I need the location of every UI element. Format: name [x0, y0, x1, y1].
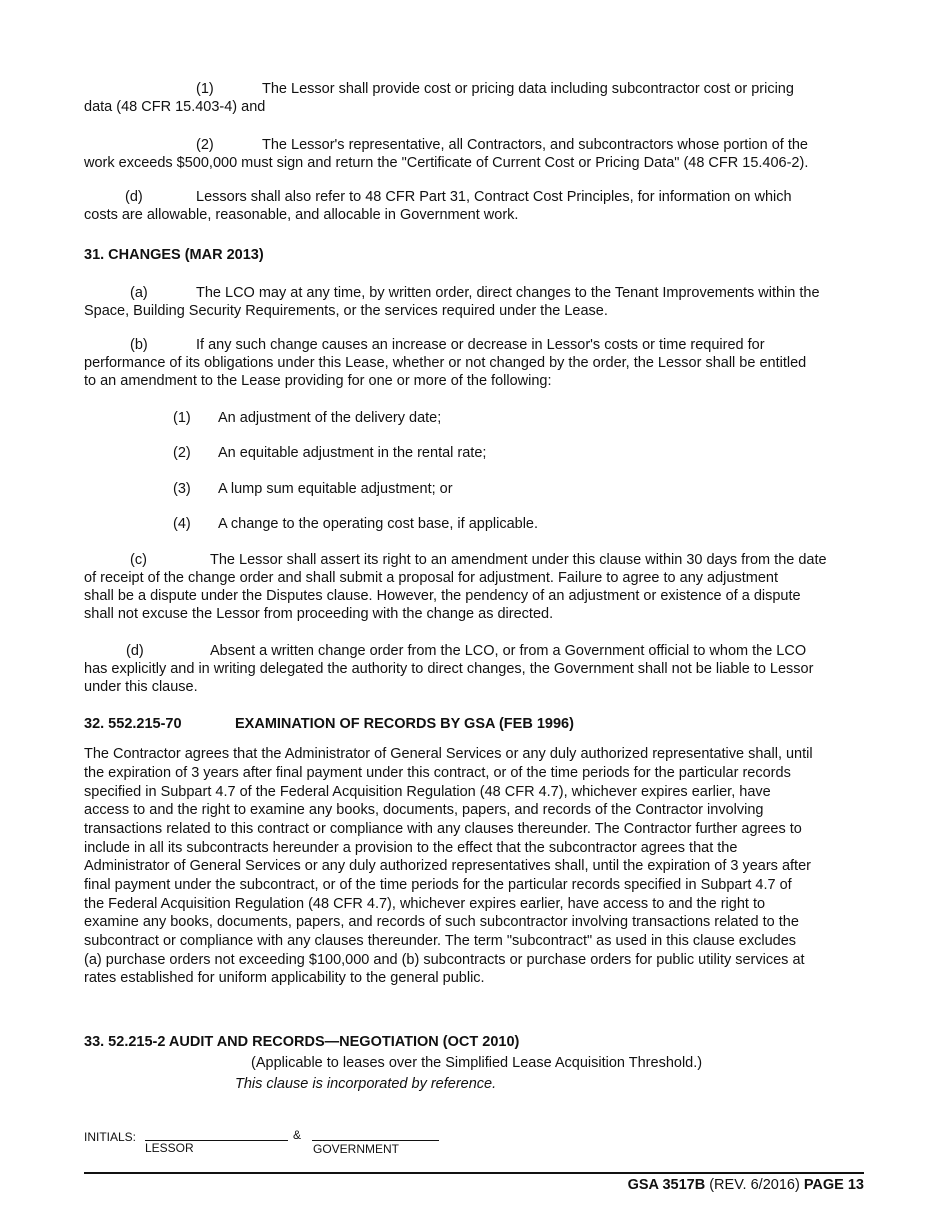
sec31-c-number: (c) — [130, 552, 147, 568]
sec32-line: The Contractor agrees that the Administrator of General Services or any duly authorized representative shall, until — [84, 746, 813, 762]
sec32-line: transactions related to this contract or compliance with any clauses thereunder. The Contractor further agrees to — [84, 821, 802, 837]
section-32-title: EXAMINATION OF RECORDS BY GSA (FEB 1996) — [235, 716, 574, 732]
lessor-caption: LESSOR — [145, 1141, 194, 1155]
para-2-text: The Lessor's representative, all Contractors, and subcontractors whose portion of the — [262, 137, 808, 153]
sec32-line: examine any books, documents, papers, and records of such subcontractor involving transactions related to the — [84, 914, 799, 930]
sec32-line: the Federal Acquisition Regulation (48 CFR 4.7), whichever expires earlier, have access to and the right to — [84, 896, 766, 912]
list-item-number: (1) — [173, 410, 191, 426]
footer-form-number: GSA 3517B — [627, 1177, 706, 1193]
list-item-text: A lump sum equitable adjustment; or — [218, 481, 453, 497]
sec31-d-line-1 — [84, 642, 806, 660]
sec32-line: (a) purchase orders not exceeding $100,000 and (b) subcontracts or purchase orders for public utility services at — [84, 952, 805, 968]
sec31-d-number: (d) — [126, 643, 144, 659]
sec31-d-line-2: has explicitly and in writing delegated the authority to direct changes, the Government shall not be liable to Lessor — [84, 661, 814, 677]
footer-revision: (REV. 6/2016) — [705, 1177, 804, 1193]
sec32-line: Administrator of General Services or any duly authorized representatives shall, until the expiration of 3 years after — [84, 858, 811, 874]
para-2-line-2: work exceeds $500,000 must sign and return the "Certificate of Current Cost or Pricing Data" (48 CFR 15.406-2). — [84, 155, 809, 171]
sec32-line: include in all its subcontracts hereunder a provision to the effect that the subcontractor agrees that the — [84, 840, 738, 856]
list-item-text: An adjustment of the delivery date; — [218, 410, 442, 426]
sec31-b-line-2: performance of its obligations under this Lease, whether or not changed by the order, the Lessor shall be entitled — [84, 355, 807, 371]
section-33-applicable: (Applicable to leases over the Simplified Lease Acquisition Threshold.) — [251, 1055, 703, 1071]
sec32-line: rates established for uniform applicability to the general public. — [84, 970, 485, 986]
sec31-d-text: Absent a written change order from the LCO, or from a Government official to whom the LCO — [210, 643, 807, 659]
para-d-line-1 — [84, 188, 792, 206]
sec31-d-line-3: under this clause. — [84, 679, 198, 695]
sec31-c-text: The Lessor shall assert its right to an amendment under this clause within 30 days from the date — [210, 552, 827, 568]
section-33-heading: 33. 52.215-2 AUDIT AND RECORDS—NEGOTIATION (OCT 2010) — [84, 1034, 520, 1050]
initials-ampersand: & — [293, 1128, 302, 1142]
footer-rule — [84, 1172, 864, 1174]
para-d-text: Lessors shall also refer to 48 CFR Part 31, Contract Cost Principles, for information on which — [196, 189, 792, 205]
sec32-line: specified in Subpart 4.7 of the Federal Acquisition Regulation (48 CFR 4.7), whichever expires earlier, have — [84, 784, 771, 800]
government-caption: GOVERNMENT — [313, 1142, 400, 1156]
sec31-b-line-3: to an amendment to the Lease providing for one or more of the following: — [84, 373, 552, 389]
para-1-line-2: data (48 CFR 15.403-4) and — [84, 99, 266, 115]
list-item — [84, 480, 453, 498]
list-item-number: (3) — [173, 481, 191, 497]
list-item-number: (4) — [173, 516, 191, 532]
footer-page-number: PAGE 13 — [803, 1177, 864, 1193]
sec32-line: the expiration of 3 years after final payment under this contract, or of the time periods for the particular records — [84, 765, 791, 781]
section-31-heading: 31. CHANGES (MAR 2013) — [84, 247, 264, 263]
sec31-b-text: If any such change causes an increase or decrease in Lessor's costs or time required for — [196, 337, 765, 353]
sec31-b-line-1 — [84, 336, 765, 354]
para-1-number: (1) — [196, 81, 214, 97]
list-item — [84, 409, 441, 427]
para-2-line-1 — [84, 136, 808, 154]
list-item — [84, 444, 486, 462]
section-32-number: 32. 552.215-70 — [84, 716, 182, 732]
section-33-incorporated: This clause is incorporated by reference. — [235, 1076, 497, 1092]
sec31-c-line-2: of receipt of the change order and shall submit a proposal for adjustment. Failure to agree to any adjustment — [84, 570, 778, 586]
sec31-a-line-1 — [84, 284, 820, 302]
para-1-line-1 — [84, 80, 794, 98]
sec31-c-line-3: shall be a dispute under the Disputes clause. However, the pendency of an adjustment or existence of a dispute — [84, 588, 801, 604]
list-item-text: An equitable adjustment in the rental rate; — [218, 445, 487, 461]
sec32-line: final payment under the subcontract, or of the time periods for the particular records specified in Subpart 4.7 of — [84, 877, 792, 893]
sec31-c-line-4: shall not excuse the Lessor from proceeding with the change as directed. — [84, 606, 554, 622]
sec32-line: access to and the right to examine any books, documents, papers, and records of the Contractor involving — [84, 802, 764, 818]
list-item — [84, 515, 538, 533]
sec31-a-number: (a) — [130, 285, 148, 301]
section-32-heading — [84, 715, 574, 733]
list-item-text: A change to the operating cost base, if applicable. — [218, 516, 539, 532]
sec31-c-line-1 — [84, 551, 827, 569]
initials-label: INITIALS: — [84, 1130, 137, 1144]
sec31-a-line-2: Space, Building Security Requirements, or the services required under the Lease. — [84, 303, 608, 319]
para-1-text: The Lessor shall provide cost or pricing data including subcontractor cost or pricing — [262, 81, 794, 97]
sec31-b-number: (b) — [130, 337, 148, 353]
footer-form-id — [628, 1176, 864, 1194]
sec32-line: subcontract or compliance with any clauses thereunder. The term "subcontract" as used in this clause excludes — [84, 933, 797, 949]
para-d-line-2: costs are allowable, reasonable, and allocable in Government work. — [84, 207, 519, 223]
para-d-number: (d) — [125, 189, 143, 205]
sec31-a-text: The LCO may at any time, by written order, direct changes to the Tenant Improvements within the — [196, 285, 820, 301]
list-item-number: (2) — [173, 445, 191, 461]
para-2-number: (2) — [196, 137, 214, 153]
